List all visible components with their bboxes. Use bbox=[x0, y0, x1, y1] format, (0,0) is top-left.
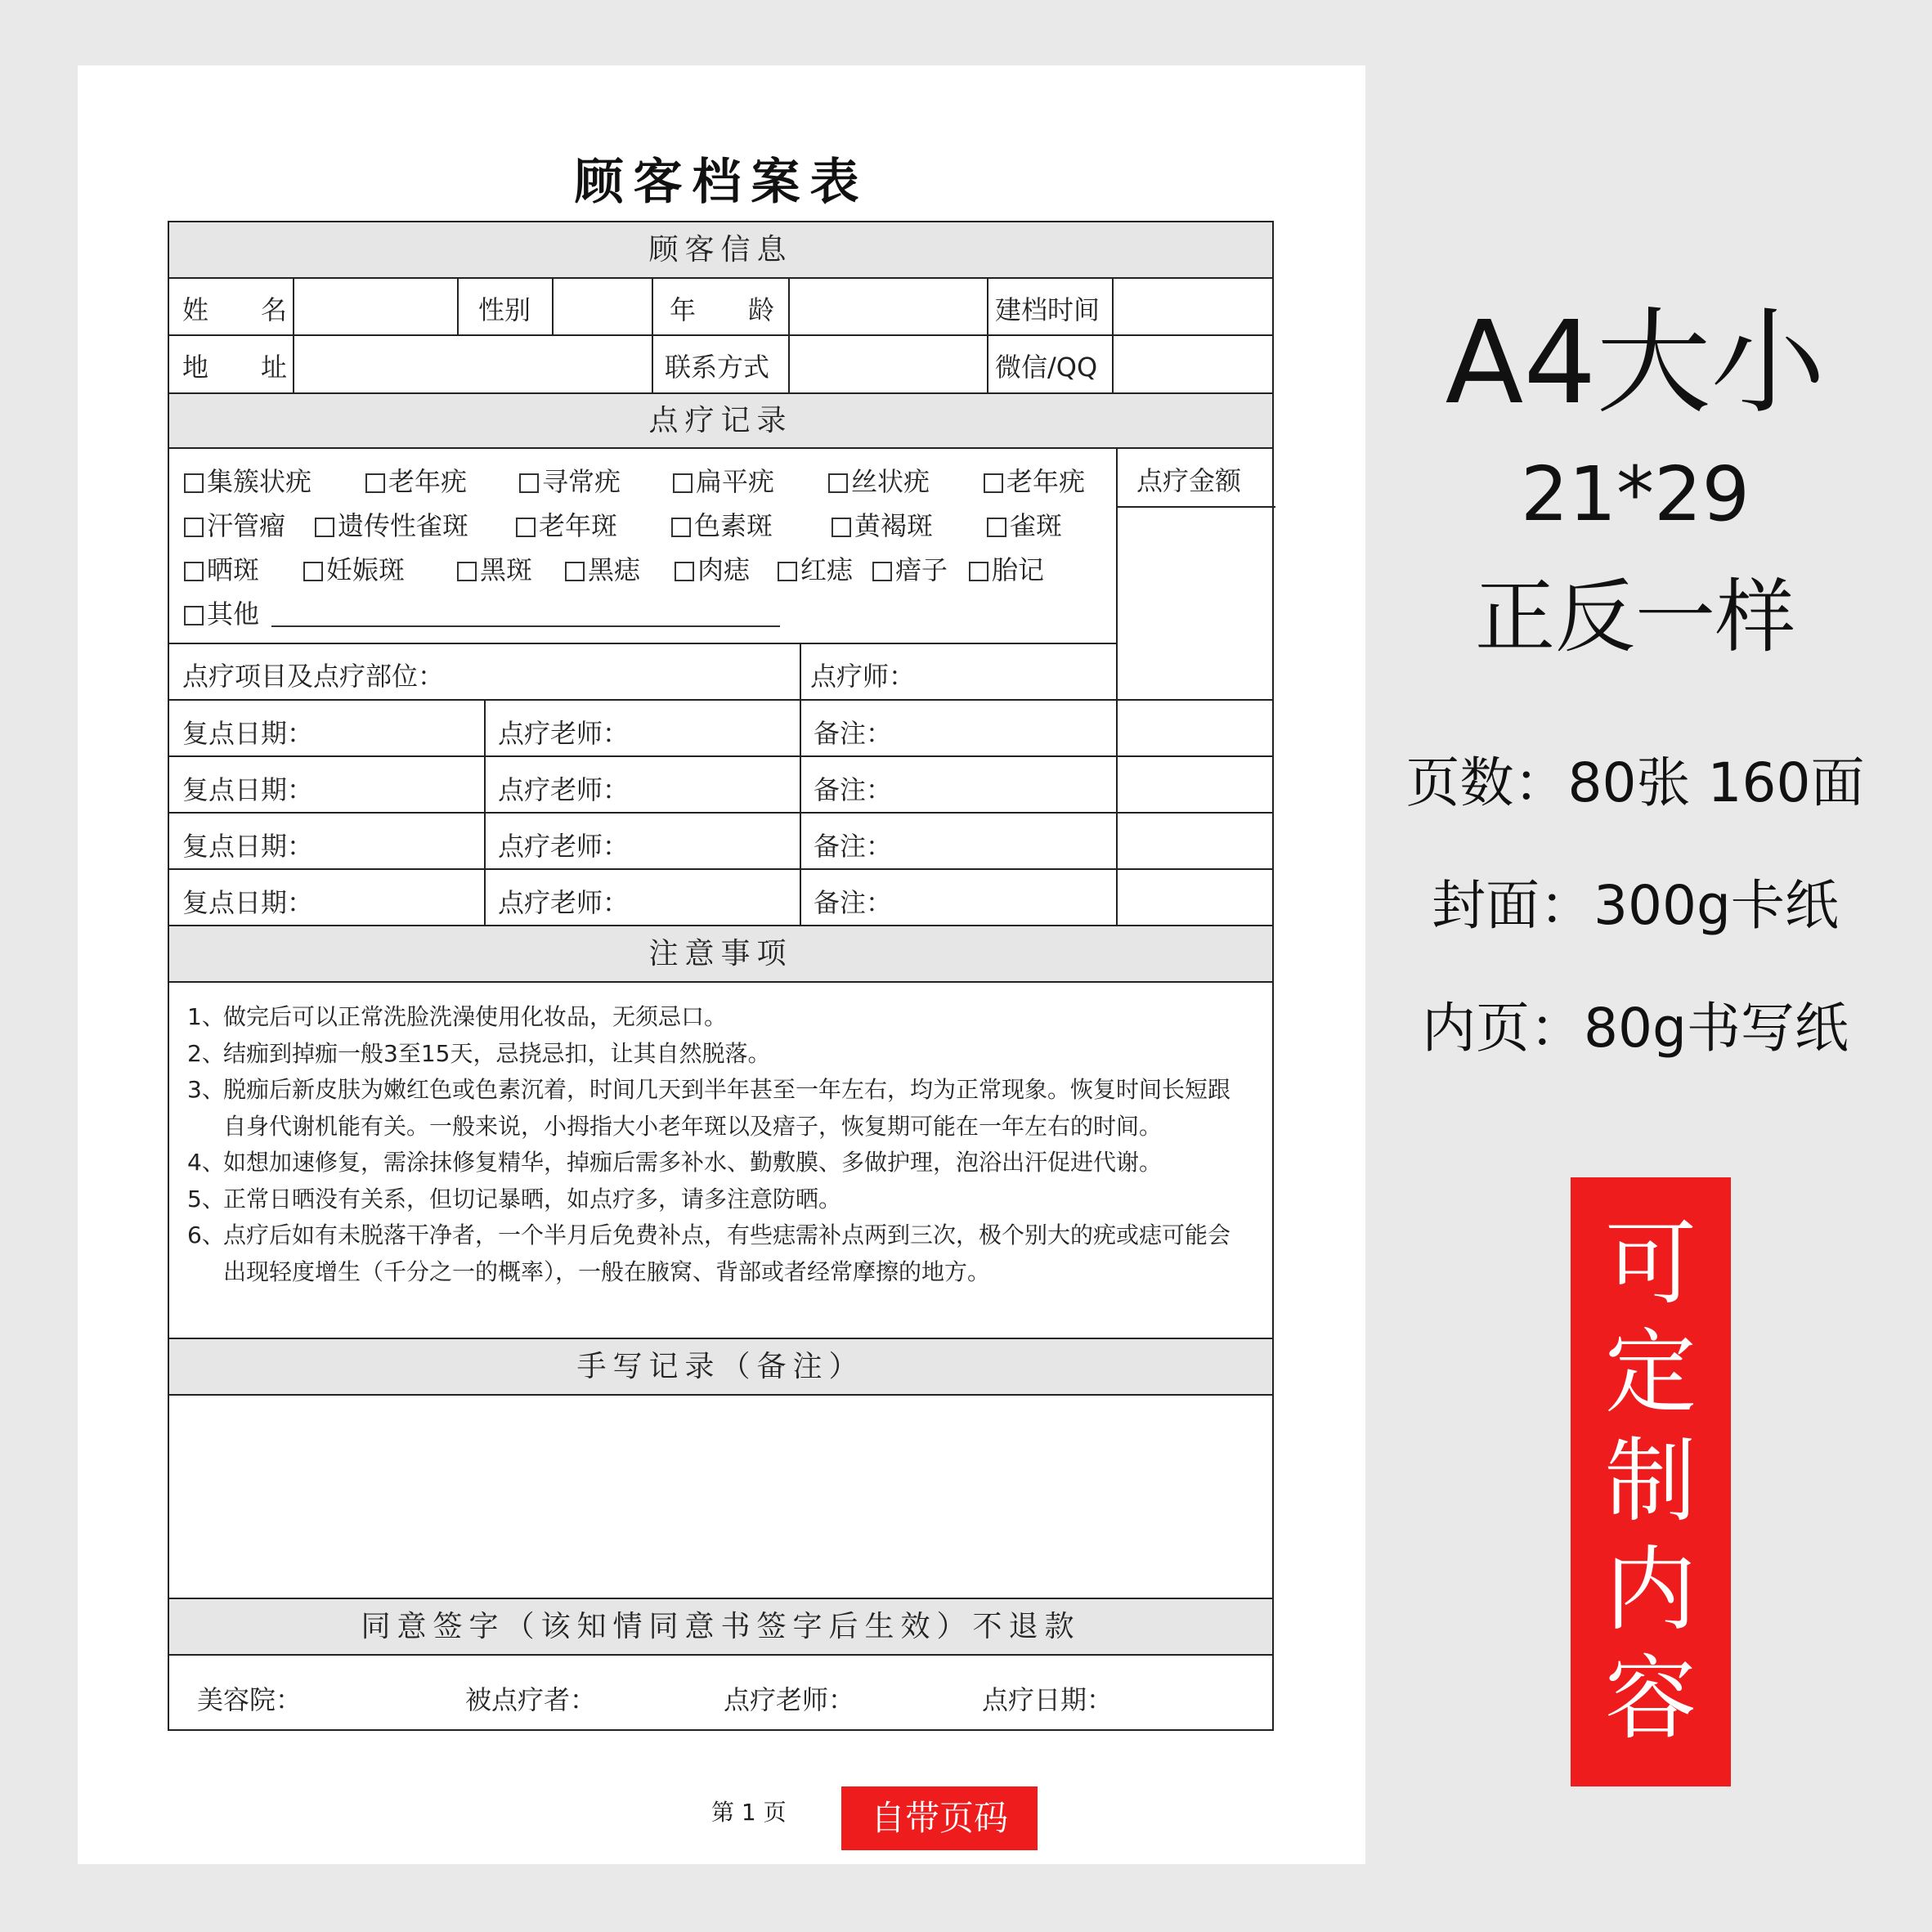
checkbox-item[interactable]: 胎记 bbox=[969, 549, 1044, 587]
checkbox-item[interactable]: 遗传性雀斑 bbox=[315, 505, 468, 543]
divider bbox=[484, 699, 486, 926]
checkbox-item[interactable]: 雀斑 bbox=[987, 505, 1062, 543]
document-title: 顾客档案表 bbox=[574, 154, 869, 211]
checkbox-item[interactable]: 丝状疣 bbox=[828, 461, 930, 499]
note-item: 1、 做完后可以正常洗脸洗澡使用化妆品，无须忌口。 bbox=[187, 1003, 728, 1030]
label-age: 年 龄 bbox=[670, 294, 775, 325]
section-consent: 同意签字（该知情同意书签字后生效）不退款 bbox=[169, 1598, 1272, 1656]
gender-field[interactable] bbox=[555, 280, 649, 334]
follow-date-label: 复点日期： bbox=[182, 718, 314, 749]
checkbox-item[interactable]: 汗管瘤 bbox=[184, 505, 285, 543]
follow-date-label: 复点日期： bbox=[182, 774, 314, 805]
follow-teacher-label: 点疗老师： bbox=[498, 774, 630, 805]
customer-record-form bbox=[168, 221, 1274, 1731]
note-item: 3、 脱痂后新皮肤为嫩红色或色素沉着，时间几天到半年甚至一年左右，均为正常现象。恢复时间长短跟自身代谢机能有关。一般来说，小拇指大小老年斑以及瘖子，恢复期可能在一年左右的时间。 bbox=[187, 1076, 1231, 1140]
divider bbox=[800, 699, 801, 926]
checkbox-other[interactable]: 其他 bbox=[184, 594, 259, 631]
note-item: 6、 点疗后如有未脱落干净者，一个半月后免费补点，有些痣需补点两到三次，极个别大的疣或痣可能会出现轻度增生（千分之一的概率），一般在腋窝、背部或者经常摩擦的地方。 bbox=[187, 1222, 1231, 1285]
address-field[interactable] bbox=[300, 337, 648, 391]
checkbox-item[interactable]: 晒斑 bbox=[184, 549, 259, 587]
amount-field[interactable] bbox=[1119, 509, 1271, 688]
spec-size: A4大小 bbox=[1445, 297, 1826, 430]
checkbox-item[interactable]: 黑痣 bbox=[565, 549, 640, 587]
section-handwritten: 手写记录（备注） bbox=[169, 1338, 1272, 1396]
divider bbox=[169, 334, 1272, 336]
spec-inner: 内页：80g书写纸 bbox=[1422, 997, 1849, 1060]
label-created: 建档时间 bbox=[995, 294, 1100, 325]
follow-teacher-label: 点疗老师： bbox=[498, 718, 630, 749]
label-therapist: 点疗师： bbox=[810, 661, 916, 692]
note-item: 4、 如想加速修复，需涂抹修复精华，掉痂后需多补水、勤敷膜、多做护理，泡浴出汗促进代谢。 bbox=[187, 1149, 1163, 1176]
checkbox-item[interactable]: 瘖子 bbox=[872, 549, 948, 587]
spec-pages: 页数：80张 160面 bbox=[1405, 751, 1865, 814]
divider bbox=[1112, 279, 1114, 392]
checkbox-item[interactable]: 妊娠斑 bbox=[303, 549, 405, 587]
label-name: 姓 名 bbox=[182, 294, 288, 325]
divider bbox=[788, 279, 790, 392]
divider bbox=[457, 279, 459, 336]
divider bbox=[552, 279, 554, 336]
follow-remark-label: 备注： bbox=[814, 831, 893, 862]
follow-teacher-label: 点疗老师： bbox=[498, 831, 630, 862]
divider bbox=[652, 279, 653, 392]
note-item: 5、 正常日晒没有关系，但切记暴晒，如点疗多，请多注意防晒。 bbox=[187, 1185, 842, 1213]
checkbox-item[interactable]: 老年斑 bbox=[516, 505, 617, 543]
handwritten-area[interactable] bbox=[173, 1398, 1269, 1596]
contact-field[interactable] bbox=[792, 337, 985, 391]
spec-dimensions: 21*29 bbox=[1520, 451, 1750, 538]
label-wechat: 微信/QQ bbox=[995, 352, 1098, 383]
label-amount: 点疗金额 bbox=[1136, 465, 1242, 496]
checkbox-item[interactable]: 黄褐斑 bbox=[832, 505, 933, 543]
section-notes: 注意事项 bbox=[169, 925, 1272, 983]
checkbox-item[interactable]: 集簇状疣 bbox=[184, 461, 312, 499]
checkbox-item[interactable]: 肉痣 bbox=[675, 549, 750, 587]
customizable-badge bbox=[1571, 1177, 1731, 1786]
checkbox-item[interactable]: 扁平疣 bbox=[673, 461, 774, 499]
divider bbox=[293, 279, 294, 392]
other-input-line[interactable] bbox=[271, 625, 780, 627]
divider bbox=[1116, 506, 1275, 508]
section-treatment-record: 点疗记录 bbox=[169, 392, 1272, 449]
sign-client: 被点疗者： bbox=[465, 1684, 597, 1715]
age-field[interactable] bbox=[792, 280, 985, 334]
form-paper bbox=[78, 65, 1365, 1864]
divider bbox=[169, 812, 1272, 814]
label-gender: 性别 bbox=[478, 294, 531, 325]
follow-date-label: 复点日期： bbox=[182, 887, 314, 918]
spec-same-sides: 正反一样 bbox=[1474, 571, 1795, 664]
follow-remark-label: 备注： bbox=[814, 774, 893, 805]
divider bbox=[1116, 699, 1118, 926]
checkbox-item[interactable]: 黑斑 bbox=[457, 549, 532, 587]
customizable-text: 可 定 制 内 容 bbox=[1605, 1211, 1697, 1752]
sign-teacher: 点疗老师： bbox=[724, 1684, 855, 1715]
sign-salon: 美容院： bbox=[197, 1684, 303, 1715]
divider bbox=[987, 279, 988, 392]
name-field[interactable] bbox=[300, 280, 455, 334]
divider bbox=[169, 755, 1272, 757]
label-address: 地 址 bbox=[182, 352, 288, 383]
page-number-badge: 自带页码 bbox=[841, 1786, 1038, 1850]
checkbox-item[interactable]: 红痣 bbox=[778, 549, 853, 587]
label-contact: 联系方式 bbox=[665, 352, 770, 383]
follow-remark-label: 备注： bbox=[814, 887, 893, 918]
created-field[interactable] bbox=[1116, 280, 1271, 334]
follow-date-label: 复点日期： bbox=[182, 831, 314, 862]
notes-list bbox=[187, 999, 1250, 1290]
checkbox-item[interactable]: 色素斑 bbox=[671, 505, 773, 543]
divider bbox=[169, 868, 1272, 870]
follow-teacher-label: 点疗老师： bbox=[498, 887, 630, 918]
note-item: 2、 结痂到掉痂一般3至15天，忌挠忌扣，让其自然脱落。 bbox=[187, 1039, 771, 1067]
sign-date: 点疗日期： bbox=[982, 1684, 1114, 1715]
label-project: 点疗项目及点疗部位： bbox=[182, 661, 445, 692]
follow-remark-label: 备注： bbox=[814, 718, 893, 749]
divider bbox=[800, 643, 801, 699]
checkbox-item[interactable]: 老年疣 bbox=[365, 461, 467, 499]
divider bbox=[169, 643, 1116, 644]
page-number: 第 1 页 bbox=[711, 1799, 787, 1826]
wechat-field[interactable] bbox=[1116, 337, 1271, 391]
section-customer-info: 顾客信息 bbox=[169, 222, 1272, 279]
spec-cover: 封面：300g卡纸 bbox=[1432, 874, 1839, 937]
checkbox-item[interactable]: 老年疣 bbox=[984, 461, 1085, 499]
divider bbox=[169, 699, 1272, 701]
checkbox-item[interactable]: 寻常疣 bbox=[519, 461, 621, 499]
